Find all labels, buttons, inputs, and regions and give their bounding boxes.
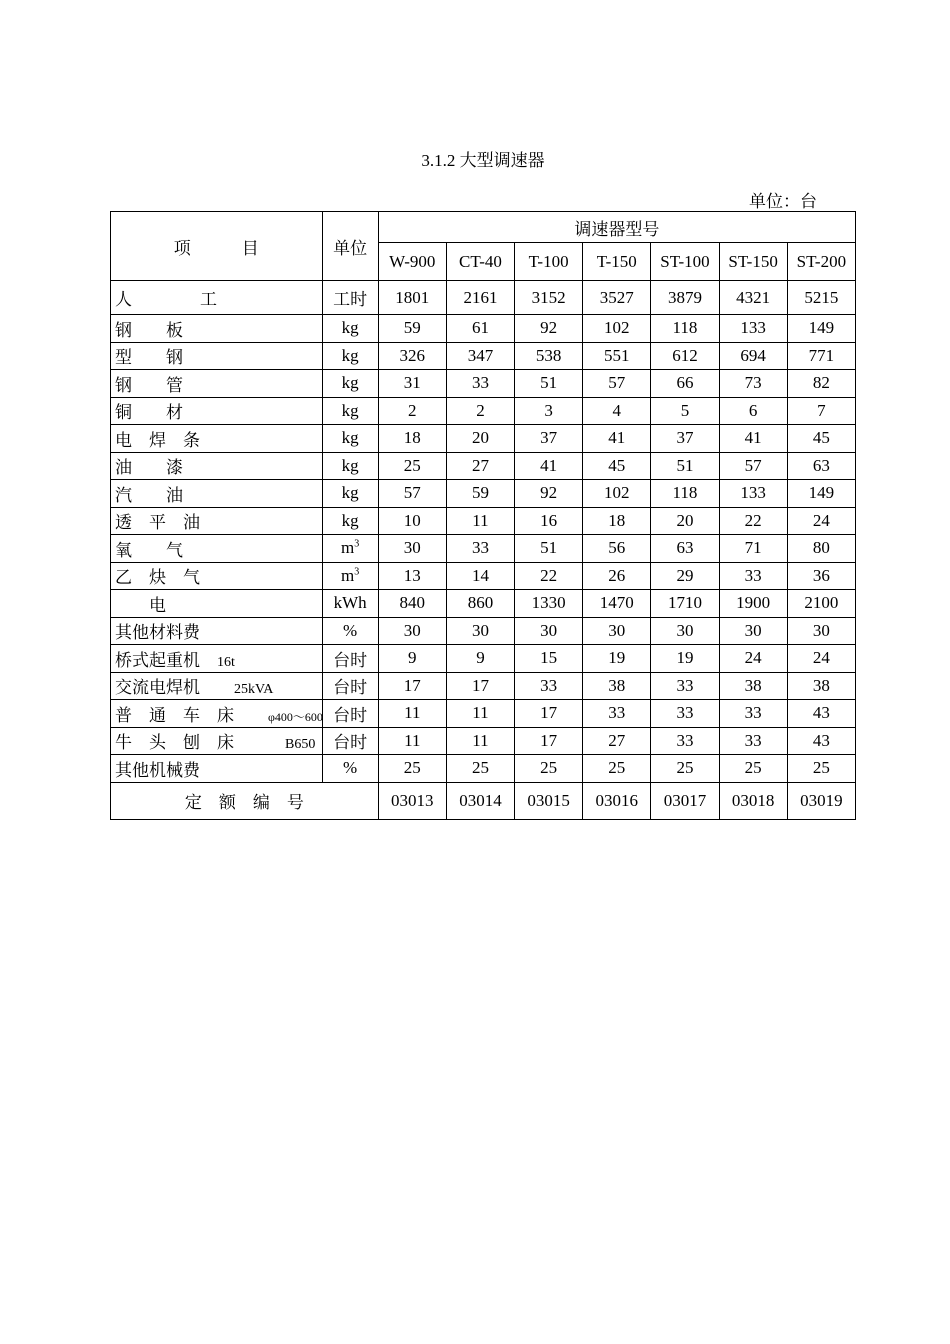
value-cell: 13 (378, 562, 446, 590)
table-row (111, 342, 856, 370)
value-cell: 1801 (378, 281, 446, 315)
unit-text: 台时 (333, 678, 368, 698)
value-cell: 4321 (719, 281, 787, 315)
row-item-name (111, 507, 323, 535)
unit-superscript: 3 (354, 538, 360, 550)
value-cell: 538 (515, 342, 583, 370)
value-cell: 9 (378, 645, 446, 673)
item-label: 油 漆 (115, 458, 183, 478)
unit-text: kWh (333, 593, 367, 613)
model-header: W-900 (378, 243, 446, 281)
table-row (111, 370, 856, 398)
item-label: 铜 材 (115, 403, 183, 423)
item-label: 乙 炔 气 (115, 568, 200, 588)
value-cell: 59 (446, 480, 514, 508)
unit-text: 台时 (333, 705, 368, 725)
unit-text: % (343, 620, 358, 640)
value-cell: 25 (719, 755, 787, 783)
value-cell: 1330 (515, 590, 583, 618)
value-cell: 57 (583, 370, 651, 398)
model-header: ST-100 (651, 243, 719, 281)
value-cell: 25 (378, 755, 446, 783)
value-cell: 30 (787, 617, 855, 645)
value-cell: 33 (446, 535, 514, 563)
value-cell: 16 (515, 507, 583, 535)
row-item-name (111, 281, 323, 315)
table-row (111, 315, 856, 343)
value-cell: 57 (719, 452, 787, 480)
row-item-name (111, 535, 323, 563)
value-cell: 3 (515, 397, 583, 425)
header-row (111, 212, 856, 243)
value-cell: 30 (651, 617, 719, 645)
header-unit: 单位 (322, 212, 378, 281)
value-cell: 43 (787, 700, 855, 728)
quota-code: 03014 (446, 782, 514, 819)
value-cell: 24 (787, 645, 855, 673)
table-row (111, 700, 856, 728)
item-label: 电 (115, 595, 166, 615)
value-cell: 1470 (583, 590, 651, 618)
item-spec: 16t (217, 654, 235, 670)
item-label: 钢 板 (115, 320, 183, 340)
row-unit (322, 425, 378, 453)
table-row (111, 562, 856, 590)
value-cell: 11 (446, 727, 514, 755)
value-cell: 80 (787, 535, 855, 563)
item-spec: B650 (285, 737, 316, 753)
table-row (111, 281, 856, 315)
value-cell: 27 (583, 727, 651, 755)
model-header: T-150 (583, 243, 651, 281)
value-cell: 25 (378, 452, 446, 480)
row-item-name (111, 700, 323, 728)
value-cell: 3152 (515, 281, 583, 315)
row-unit (322, 342, 378, 370)
quota-code-label: 定 额 编 号 (111, 782, 379, 819)
value-cell: 771 (787, 342, 855, 370)
table-row (111, 535, 856, 563)
row-unit (322, 672, 378, 700)
value-cell: 840 (378, 590, 446, 618)
value-cell: 66 (651, 370, 719, 398)
quota-code: 03018 (719, 782, 787, 819)
row-item-name (111, 480, 323, 508)
value-cell: 36 (787, 562, 855, 590)
table-row (111, 452, 856, 480)
row-item-name (111, 645, 323, 673)
value-cell: 33 (719, 562, 787, 590)
unit-note: 单位：台 (749, 192, 817, 211)
table-row (111, 590, 856, 618)
value-cell: 20 (446, 425, 514, 453)
value-cell: 7 (787, 397, 855, 425)
value-cell: 63 (787, 452, 855, 480)
row-item-name (111, 590, 323, 618)
value-cell: 73 (719, 370, 787, 398)
value-cell: 102 (583, 315, 651, 343)
item-label: 人 工 (115, 290, 217, 309)
value-cell: 20 (651, 507, 719, 535)
value-cell: 694 (719, 342, 787, 370)
header-model-group: 调速器型号 (378, 212, 855, 243)
unit-text: kg (341, 455, 359, 475)
value-cell: 17 (515, 700, 583, 728)
value-cell: 22 (719, 507, 787, 535)
value-cell: 31 (378, 370, 446, 398)
unit-text: kg (341, 510, 359, 530)
value-cell: 33 (719, 700, 787, 728)
unit-text: m (341, 538, 355, 558)
value-cell: 551 (583, 342, 651, 370)
row-unit (322, 397, 378, 425)
row-unit (322, 700, 378, 728)
item-spec: 25kVA (234, 682, 274, 698)
value-cell: 18 (378, 425, 446, 453)
row-unit (322, 370, 378, 398)
value-cell: 5 (651, 397, 719, 425)
quota-code: 03015 (515, 782, 583, 819)
value-cell: 51 (515, 535, 583, 563)
value-cell: 33 (515, 672, 583, 700)
value-cell: 612 (651, 342, 719, 370)
value-cell: 118 (651, 315, 719, 343)
value-cell: 59 (378, 315, 446, 343)
table-row (111, 480, 856, 508)
row-unit (322, 507, 378, 535)
table-row (111, 755, 856, 783)
unit-superscript: 3 (354, 566, 360, 578)
unit-text: 工时 (333, 290, 368, 309)
unit-text: 台时 (333, 733, 368, 753)
value-cell: 118 (651, 480, 719, 508)
value-cell: 57 (378, 480, 446, 508)
value-cell: 19 (583, 645, 651, 673)
value-cell: 326 (378, 342, 446, 370)
value-cell: 11 (378, 700, 446, 728)
row-item-name (111, 727, 323, 755)
quota-table (110, 211, 856, 820)
item-label: 氧 气 (115, 540, 183, 560)
value-cell: 25 (651, 755, 719, 783)
value-cell: 38 (719, 672, 787, 700)
value-cell: 92 (515, 315, 583, 343)
value-cell: 11 (378, 727, 446, 755)
row-unit (322, 452, 378, 480)
value-cell: 38 (583, 672, 651, 700)
value-cell: 860 (446, 590, 514, 618)
table-row (111, 617, 856, 645)
value-cell: 37 (515, 425, 583, 453)
model-header: ST-200 (787, 243, 855, 281)
value-cell: 4 (583, 397, 651, 425)
value-cell: 45 (787, 425, 855, 453)
unit-text: kg (341, 428, 359, 448)
row-unit (322, 562, 378, 590)
value-cell: 33 (651, 700, 719, 728)
row-unit (322, 480, 378, 508)
value-cell: 37 (651, 425, 719, 453)
row-unit (322, 617, 378, 645)
value-cell: 10 (378, 507, 446, 535)
value-cell: 2100 (787, 590, 855, 618)
row-item-name (111, 672, 323, 700)
value-cell: 18 (583, 507, 651, 535)
value-cell: 25 (446, 755, 514, 783)
table-row (111, 672, 856, 700)
value-cell: 30 (378, 617, 446, 645)
value-cell: 19 (651, 645, 719, 673)
item-label: 普 通 车 床 (115, 705, 268, 725)
table-row (111, 425, 856, 453)
value-cell: 71 (719, 535, 787, 563)
row-unit (322, 727, 378, 755)
item-label: 钢 管 (115, 375, 183, 395)
value-cell: 51 (515, 370, 583, 398)
row-item-name (111, 370, 323, 398)
value-cell: 3527 (583, 281, 651, 315)
table-row (111, 507, 856, 535)
value-cell: 41 (583, 425, 651, 453)
value-cell: 24 (787, 507, 855, 535)
value-cell: 30 (515, 617, 583, 645)
value-cell: 30 (378, 535, 446, 563)
value-cell: 149 (787, 480, 855, 508)
model-header: ST-150 (719, 243, 787, 281)
value-cell: 14 (446, 562, 514, 590)
item-label: 其他机械费 (115, 760, 200, 780)
value-cell: 133 (719, 315, 787, 343)
value-cell: 92 (515, 480, 583, 508)
item-label: 牛 头 刨 床 (115, 733, 285, 753)
row-item-name (111, 617, 323, 645)
unit-text: m (341, 565, 355, 585)
item-label: 交流电焊机 (115, 678, 234, 698)
table-row (111, 397, 856, 425)
row-unit (322, 590, 378, 618)
row-unit (322, 535, 378, 563)
value-cell: 56 (583, 535, 651, 563)
value-cell: 2 (446, 397, 514, 425)
value-cell: 11 (446, 507, 514, 535)
value-cell: 11 (446, 700, 514, 728)
value-cell: 25 (583, 755, 651, 783)
unit-text: 台时 (333, 650, 368, 670)
value-cell: 33 (651, 727, 719, 755)
header-item: 项 目 (111, 212, 323, 281)
value-cell: 1900 (719, 590, 787, 618)
value-cell: 33 (651, 672, 719, 700)
value-cell: 82 (787, 370, 855, 398)
value-cell: 61 (446, 315, 514, 343)
value-cell: 6 (719, 397, 787, 425)
value-cell: 25 (787, 755, 855, 783)
value-cell: 51 (651, 452, 719, 480)
quota-code: 03013 (378, 782, 446, 819)
quota-code: 03016 (583, 782, 651, 819)
row-item-name (111, 425, 323, 453)
model-header: T-100 (515, 243, 583, 281)
row-item-name (111, 755, 323, 783)
value-cell: 30 (583, 617, 651, 645)
model-header: CT-40 (446, 243, 514, 281)
value-cell: 133 (719, 480, 787, 508)
value-cell: 33 (583, 700, 651, 728)
value-cell: 2 (378, 397, 446, 425)
item-label: 型 钢 (115, 348, 183, 368)
value-cell: 41 (719, 425, 787, 453)
value-cell: 25 (515, 755, 583, 783)
value-cell: 27 (446, 452, 514, 480)
value-cell: 33 (446, 370, 514, 398)
table-row (111, 727, 856, 755)
row-unit (322, 281, 378, 315)
unit-text: kg (341, 373, 359, 393)
item-label: 其他材料费 (115, 623, 200, 643)
row-unit (322, 645, 378, 673)
value-cell: 102 (583, 480, 651, 508)
unit-text: kg (341, 318, 359, 338)
value-cell: 9 (446, 645, 514, 673)
row-unit (322, 315, 378, 343)
value-cell: 26 (583, 562, 651, 590)
row-item-name (111, 342, 323, 370)
value-cell: 22 (515, 562, 583, 590)
row-item-name (111, 397, 323, 425)
quota-code-row (111, 782, 856, 819)
unit-text: % (343, 758, 358, 778)
value-cell: 149 (787, 315, 855, 343)
unit-text: kg (341, 400, 359, 420)
item-label: 透 平 油 (115, 513, 200, 533)
value-cell: 30 (719, 617, 787, 645)
value-cell: 45 (583, 452, 651, 480)
table-title: 3.1.2 大型调速器 (421, 151, 545, 170)
unit-text: kg (341, 483, 359, 503)
value-cell: 5215 (787, 281, 855, 315)
quota-code: 03017 (651, 782, 719, 819)
value-cell: 24 (719, 645, 787, 673)
item-label: 桥式起重机 (115, 650, 217, 670)
row-item-name (111, 562, 323, 590)
row-unit (322, 755, 378, 783)
value-cell: 1710 (651, 590, 719, 618)
value-cell: 2161 (446, 281, 514, 315)
value-cell: 41 (515, 452, 583, 480)
value-cell: 17 (515, 727, 583, 755)
quota-code: 03019 (787, 782, 855, 819)
value-cell: 43 (787, 727, 855, 755)
value-cell: 29 (651, 562, 719, 590)
value-cell: 15 (515, 645, 583, 673)
value-cell: 63 (651, 535, 719, 563)
value-cell: 17 (378, 672, 446, 700)
unit-text: kg (341, 345, 359, 365)
value-cell: 17 (446, 672, 514, 700)
value-cell: 30 (446, 617, 514, 645)
item-label: 汽 油 (115, 485, 183, 505)
value-cell: 3879 (651, 281, 719, 315)
row-item-name (111, 452, 323, 480)
value-cell: 33 (719, 727, 787, 755)
item-spec: φ400～600 (268, 709, 323, 724)
row-item-name (111, 315, 323, 343)
value-cell: 38 (787, 672, 855, 700)
item-label: 电 焊 条 (115, 430, 200, 450)
table-row (111, 645, 856, 673)
value-cell: 347 (446, 342, 514, 370)
